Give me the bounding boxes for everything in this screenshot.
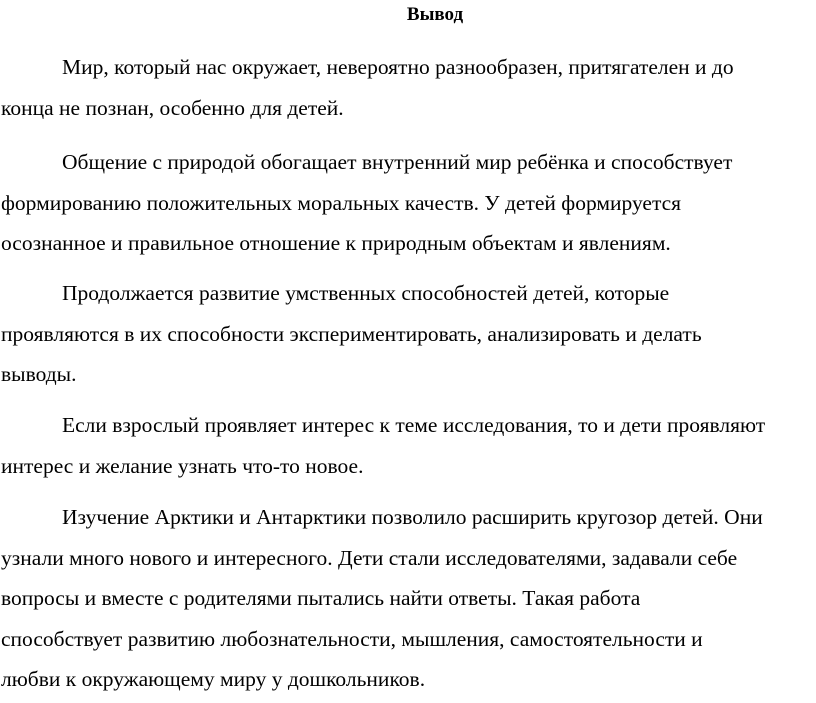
text-line: Общение с природой обогащает внутренний мир ребёнка и способствует (62, 150, 733, 174)
paragraph-1 (1, 47, 816, 128)
text-line: выводы. (1, 362, 77, 387)
text-line: вопросы и вместе с родителями пытались найти ответы. Такая работа (1, 586, 641, 611)
text-line: формированию положительных моральных качеств. У детей формируется (1, 190, 682, 215)
text-line: любви к окружающему миру у дошкольников. (1, 667, 426, 692)
text-line: проявляются в их способности экспериментировать, анализировать и делать (1, 321, 702, 346)
text-line: Изучение Арктики и Антарктики позволило расширить кругозор детей. Они (62, 505, 763, 529)
text-line: Если взрослый проявляет интерес к теме исследования, то и дети проявляют (62, 413, 766, 437)
text-line: осознанное и правильное отношение к природным объектам и явлениям. (1, 231, 671, 256)
text-line: узнали много нового и интересного. Дети стали исследователями, задавали себе (1, 545, 738, 570)
text-line: способствует развитию любознательности, мышления, самостоятельности и (1, 626, 703, 651)
document-title: Вывод (406, 4, 464, 25)
text-line: Продолжается развитие умственных способностей детей, которые (62, 281, 670, 305)
text-line: конца не познан, особенно для детей. (1, 95, 344, 120)
paragraph-5 (1, 497, 816, 700)
text-line: интерес и желание узнать что-то новое. (1, 453, 364, 478)
paragraph-4 (1, 405, 816, 486)
text-line: Мир, который нас окружает, невероятно разнообразен, притягателен и до (62, 55, 734, 79)
paragraph-3 (1, 273, 816, 395)
paragraph-2 (1, 142, 816, 264)
